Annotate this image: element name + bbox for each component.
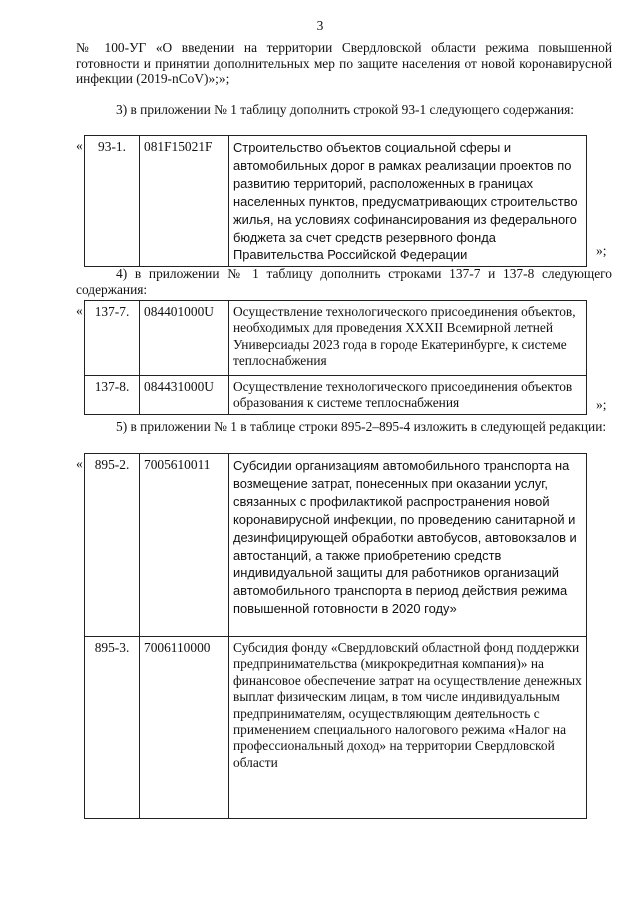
item-4-paragraph: 4) в приложении № 1 таблицу дополнить строками 137-7 и 137-8 следующего содержания: xyxy=(76,266,612,297)
row-code: 084431000U xyxy=(140,376,229,415)
item-3-paragraph: 3) в приложении № 1 таблицу дополнить строкой 93-1 следующего содержания: xyxy=(116,102,575,117)
row-number: 895-2. xyxy=(85,454,140,637)
row-number: 137-8. xyxy=(85,376,140,415)
close-quote-1: »; xyxy=(596,243,607,258)
row-number: 137-7. xyxy=(85,301,140,376)
row-code: 7006110000 xyxy=(140,637,229,819)
table-137 xyxy=(84,300,587,415)
row-description: Субсидии организациям автомобильного транспорта на возмещение затрат, понесенных при оказании услуг, связанных с профилактикой распространения новой коронавирусной инфекции, по проведению санитарной и дезинфицирующей обработки автобусов, автовокзалов и автостанций, а также приобретению средств индивидуальной защиты для работников организаций автомобильного транспорта в период действия режима повышенной готовности в 2020 году» xyxy=(229,454,587,637)
table-row xyxy=(85,376,587,415)
open-quote-2: « xyxy=(76,303,83,318)
table-895 xyxy=(84,453,587,819)
table-row xyxy=(85,637,587,819)
row-code: 081F15021F xyxy=(140,136,229,267)
intro-paragraph: № 100-УГ «О введении на территории Свердловской области режима повышенной готовности и принятии дополнительных мер по защите населения от новой коронавирусной инфекции (2019-nCoV)»;»; xyxy=(76,40,612,87)
close-quote-2: »; xyxy=(596,397,607,412)
row-description: Строительство объектов социальной сферы и автомобильных дорог в рамках реализации проектов по развитию территорий, расположенных в границах населенных пунктов, предусматривающих строительство жилья, на условиях софинансирования из федерального бюджета за счет средств резервного фонда Правительства Российской Федерации xyxy=(229,136,587,267)
table-row xyxy=(85,136,587,267)
row-description: Субсидия фонду «Свердловский областной фонд поддержки предпринимательства (микрокредитная компания)» на финансовое обеспечение затрат на осуществление денежных выплат физическим лицам, в том числе индивидуальным предпринимателям, осуществляющим деятельность с применением специального налогового режима «Налог на профессиональный доход» на территории Свердловской области xyxy=(229,637,587,819)
row-code: 7005610011 xyxy=(140,454,229,637)
row-description: Осуществление технологического присоединения объектов образования к системе теплоснабжения xyxy=(229,376,587,415)
table-row xyxy=(85,454,587,637)
open-quote-3: « xyxy=(76,456,83,471)
row-code: 084401000U xyxy=(140,301,229,376)
open-quote-1: « xyxy=(76,138,83,153)
row-number: 895-3. xyxy=(85,637,140,819)
row-number: 93-1. xyxy=(85,136,140,267)
page-number: 3 xyxy=(316,18,324,33)
table-row xyxy=(85,301,587,376)
item-5-paragraph: 5) в приложении № 1 в таблице строки 895-2–895-4 изложить в следующей редакции: xyxy=(116,419,607,434)
row-description: Осуществление технологического присоединения объектов, необходимых для проведения XXXII Всемирной летней Универсиады 2023 года в городе Екатеринбурге, к системе теплоснабжения xyxy=(229,301,587,376)
table-93-1 xyxy=(84,135,587,267)
